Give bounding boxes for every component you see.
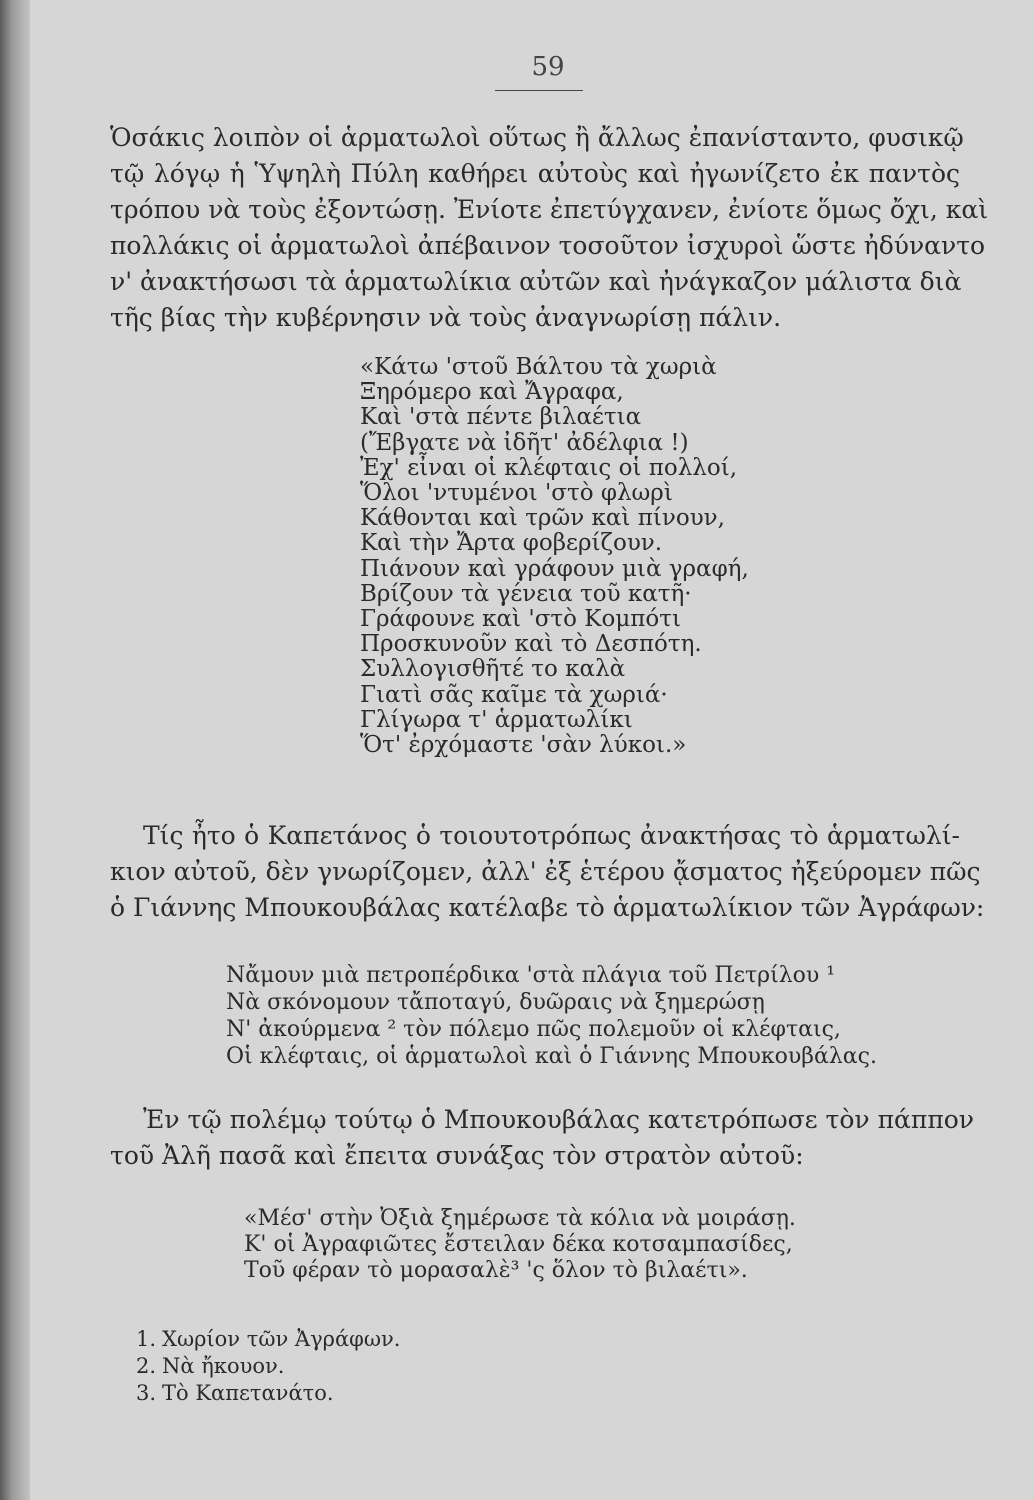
- verse-line: Τοῦ φέραν τὸ μορασαλὲ³ 'ς ὅλον τὸ βιλαέτι».: [244, 1258, 748, 1283]
- verse-line: Νὰ σκόνομουν τἄποταγύ, δυῶραις νὰ ξημερώσῃ: [226, 990, 765, 1015]
- verse-line: Ξηρόμερο καὶ Ἄγραφα,: [360, 379, 624, 406]
- verse-line: Κάθονται καὶ τρῶν καὶ πίνουν,: [360, 505, 725, 532]
- paragraph-line: τῷ λόγῳ ἡ Ὑψηλὴ Πύλη καθήρει αὐτοὺς καὶ ἠγωνίζετο ἐκ παντὸς: [110, 159, 960, 188]
- verse-line: Προσκυνοῦν καὶ τὸ Δεσπότη.: [360, 631, 702, 658]
- verse-line: Νἄμουν μιὰ πετροπέρδικα 'στὰ πλάγια τοῦ Πετρίλου ¹: [226, 963, 836, 988]
- book-page: [30, 0, 1034, 1500]
- footnote-text: Τὸ Καπετανάτο.: [162, 1381, 334, 1405]
- footnote-number: 2.: [136, 1354, 157, 1378]
- verse-1: [360, 355, 749, 758]
- verse-line: «Κάτω 'στοῦ Βάλτου τὰ χωριὰ: [360, 354, 717, 380]
- book-binding: [0, 0, 30, 1500]
- footnotes: [136, 1326, 400, 1407]
- verse-line: Ἐχ' εἶναι οἱ κλέφταις οἱ πολλοί,: [360, 454, 738, 481]
- verse-line: Βρίζουν τὰ γένεια τοῦ κατῆ·: [360, 580, 692, 607]
- paragraph-line: πολλάκις οἱ ἁρματωλοὶ ἀπέβαινον τοσοῦτον ἰσχυροὶ ὥστε ἠδύναντο: [110, 231, 986, 260]
- verse-line: Ὅτ' ἐρχόμαστε 'σὰν λύκοι.»: [360, 732, 687, 759]
- verse-line: Γλίγωρα τ' ἁρματωλίκι: [360, 706, 633, 733]
- verse-3: [244, 1206, 796, 1284]
- verse-line: Καὶ τὴν Ἄρτα φοβερίζουν.: [360, 530, 663, 557]
- paragraph-line: ν' ἀνακτήσωσι τὰ ἁρματωλίκια αὐτῶν καὶ ἠνάγκαζον μάλιστα διὰ: [110, 267, 962, 296]
- verse-line: «Μέσ' στὴν Ὀξιὰ ξημέρωσε τὰ κόλια νὰ μοιράσῃ.: [244, 1206, 796, 1231]
- paragraph-line: Τίς ἦτο ὁ Καπετάνος ὁ τοιουτοτρόπως ἀνακτήσας τὸ ἁρματωλί-: [143, 821, 960, 850]
- footnote-number: 3.: [136, 1381, 157, 1405]
- paragraph-line: Ἐν τῷ πολέμῳ τούτῳ ὁ Μπουκουβάλας κατετρόπωσε τὸν πάππον: [143, 1105, 974, 1134]
- verse-line: (Ἔβγατε νὰ ἰδῆτ' ἀδέλφια !): [360, 429, 689, 456]
- page-number-rule: [495, 90, 583, 91]
- paragraph-line: τοῦ Ἀλῆ πασᾶ καὶ ἔπειτα συνάξας τὸν στρατὸν αὐτοῦ:: [110, 1141, 804, 1170]
- verse-line: Οἱ κλέφταις, οἱ ἁρματωλοὶ καὶ ὁ Γιάννης Μπουκουβάλας.: [226, 1044, 877, 1069]
- paragraph-2: [110, 818, 985, 926]
- verse-line: Γράφουνε καὶ 'στὸ Κομπότι: [360, 606, 681, 633]
- footnote-item: [136, 1380, 400, 1407]
- paragraph-line: κιον αὐτοῦ, δὲν γνωρίζομεν, ἀλλ' ἐξ ἑτέρου ᾄσματος ἠξεύρομεν πῶς: [110, 857, 981, 886]
- paragraph-line: τρόπου νὰ τοὺς ἐξοντώσῃ. Ἐνίοτε ἐπετύγχανεν, ἐνίοτε ὅμως ὄχι, καὶ: [110, 195, 989, 224]
- paragraph-1: [110, 120, 989, 336]
- paragraph-line: τῆς βίας τὴν κυβέρνησιν νὰ τοὺς ἀναγνωρίσῃ πάλιν.: [110, 303, 782, 332]
- page-number: 59: [531, 52, 565, 82]
- verse-line: Ν' ἀκούρμενα ² τὸν πόλεμο πῶς πολεμοῦν οἱ κλέφταις,: [226, 1017, 841, 1042]
- verse-line: Γιατὶ σᾶς καῖμε τὰ χωριά·: [360, 681, 668, 708]
- footnote-item: [136, 1353, 400, 1380]
- footnote-number: 1.: [136, 1327, 157, 1351]
- paragraph-line: Ὁσάκις λοιπὸν οἱ ἁρματωλοὶ οὕτως ἢ ἄλλως ἐπανίσταντο, φυσικῷ: [110, 123, 964, 152]
- footnote-item: [136, 1326, 400, 1353]
- footnote-text: Νὰ ἤκουον.: [162, 1354, 285, 1378]
- verse-line: Συλλογισθῆτέ το καλὰ: [360, 656, 626, 683]
- verse-line: Καὶ 'στὰ πέντε βιλαέτια: [360, 404, 642, 431]
- paragraph-line: ὁ Γιάννης Μπουκουβάλας κατέλαβε τὸ ἁρματωλίκιον τῶν Ἀγράφων:: [110, 893, 985, 922]
- verse-2: [226, 962, 877, 1070]
- verse-line: Κ' οἱ Ἀγραφιῶτες ἔστειλαν δέκα κοτσαμπασίδες,: [244, 1232, 793, 1257]
- paragraph-3: [110, 1102, 974, 1174]
- verse-line: Πιάνουν καὶ γράφουν μιὰ γραφή,: [360, 555, 749, 582]
- footnote-text: Χωρίον τῶν Ἀγράφων.: [162, 1327, 401, 1351]
- verse-line: Ὅλοι 'ντυμένοι 'στὸ φλωρὶ: [360, 480, 673, 507]
